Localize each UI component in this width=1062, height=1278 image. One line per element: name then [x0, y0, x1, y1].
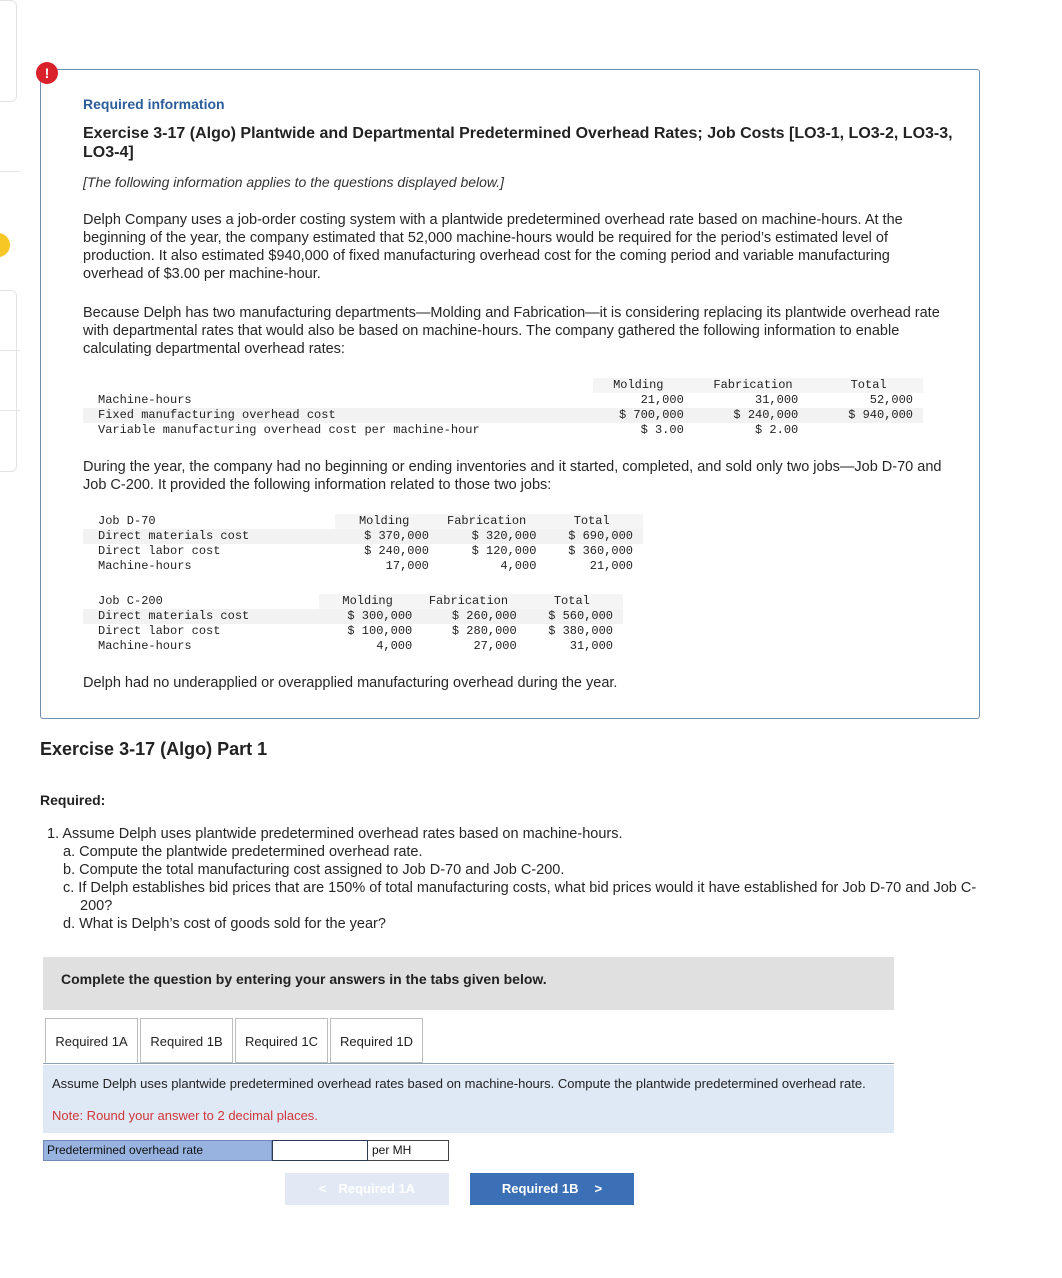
complete-question-bar — [43, 957, 894, 1010]
next-required-1b-button[interactable] — [470, 1173, 634, 1205]
tab-required-1c[interactable]: Required 1C — [235, 1018, 328, 1063]
overhead-rate-input[interactable] — [272, 1140, 368, 1161]
paragraph-departments: Because Delph has two manufacturing departments—Molding and Fabrication—it is considering replacing its plantwide overhead rate with departmental rates that would also be based on machine-hours. The company gathered the following information to enable calculating departmental overhead rates: — [83, 305, 940, 357]
required-info-heading: Required information — [83, 96, 225, 112]
required-label: Required: — [40, 792, 106, 808]
complete-question-text: Complete the question by entering your answers in the tabs given below. — [61, 971, 547, 987]
exercise-title: Exercise 3-17 (Algo) Plantwide and Departmental Predetermined Overhead Rates; Job Costs [LO3-1, LO3-2, LO3-3, LO3-4] — [83, 125, 953, 161]
rounding-note: Note: Round your answer to 2 decimal places. — [52, 1108, 318, 1123]
edge-fragment — [0, 290, 17, 472]
table-row: Direct labor cost $ 100,000 $ 280,000 $ 380,000 — [98, 624, 613, 638]
table-row: Fixed manufacturing overhead cost $ 700,000 $ 240,000 $ 940,000 — [83, 408, 923, 423]
applies-note: [The following information applies to the questions displayed below.] — [83, 174, 505, 190]
paragraph-overhead: Delph had no underapplied or overapplied manufacturing overhead during the year. — [83, 675, 618, 691]
table-row: Direct materials cost $ 300,000 $ 260,000 $ 560,000 — [83, 609, 623, 624]
alert-icon: ! — [36, 62, 58, 84]
prev-button-label: Required 1A — [338, 1181, 416, 1196]
question-1a: a. Compute the plantwide predetermined overhead rate. — [63, 844, 423, 860]
tab-divider — [43, 1063, 894, 1064]
part-title: Exercise 3-17 (Algo) Part 1 — [40, 739, 268, 759]
tab-required-1a[interactable]: Required 1A — [45, 1018, 138, 1063]
table-row: Machine-hours 21,000 31,000 52,000 — [98, 393, 913, 407]
dept-header-total: Total — [814, 378, 923, 393]
prev-required-1a-button[interactable] — [285, 1173, 449, 1205]
table-row: Machine-hours 17,000 4,000 21,000 — [98, 559, 633, 573]
department-table — [83, 378, 923, 438]
question-1c: c. If Delph establishes bid prices that are 150% of total manufacturing costs, what bid prices would it have established for Job D-70 and Job C-200? — [63, 880, 977, 914]
job-c200-table: Job C-200 Molding Fabrication Total Direct materials cost $ 300,000 $ 260,000 $ 560,000 Direct labor cost $ 100,000 $ 280,000 $ 380,000 Machine-hours 4,000 27,000 31,000 — [83, 594, 623, 654]
edge-divider — [0, 350, 20, 351]
paragraph-jobs: During the year, the company had no beginning or ending inventories and it started, completed, and sold only two jobs—Job D-70 and Job C-200. It provided the following information related to those two jobs: — [83, 459, 942, 493]
edge-divider — [0, 410, 20, 411]
edge-fragment — [0, 0, 17, 102]
tab-required-1b[interactable]: Required 1B — [140, 1018, 233, 1063]
next-button-label: Required 1B — [501, 1181, 579, 1196]
chevron-right-icon: > — [594, 1181, 603, 1196]
job-d70-title: Job D-70 — [98, 514, 156, 528]
table-row: Machine-hours 4,000 27,000 31,000 — [98, 639, 613, 653]
instruction-text: Assume Delph uses plantwide predetermined overhead rates based on machine-hours. Compute the plantwide predetermined overhead rate. — [52, 1076, 866, 1091]
status-dot — [0, 233, 10, 257]
job-d70-table: Job D-70 Molding Fabrication Total Direct materials cost $ 370,000 $ 320,000 $ 690,000 Direct labor cost $ 240,000 $ 120,000 $ 360,000 Machine-hours 17,000 4,000 21,000 — [83, 514, 643, 574]
edge-divider — [0, 171, 20, 172]
dept-header-fabrication: Fabrication — [692, 378, 814, 393]
tab-required-1d[interactable]: Required 1D — [330, 1018, 423, 1063]
table-row: Direct labor cost $ 240,000 $ 120,000 $ 360,000 — [98, 544, 633, 558]
dept-header-molding: Molding — [593, 378, 692, 393]
table-row: Variable manufacturing overhead cost per machine-hour $ 3.00 $ 2.00 — [98, 423, 799, 437]
instruction-box — [43, 1065, 894, 1133]
chevron-left-icon: < — [318, 1181, 327, 1196]
paragraph-intro: Delph Company uses a job-order costing system with a plantwide predetermined overhead rate based on machine-hours. At the beginning of the year, the company estimated that 52,000 machine-hours would be required for the period’s estimated level of production. It also estimated $940,000 of fixed manufacturing overhead cost for the coming period and variable manufacturing overhead of $3.00 per machine-hour. — [83, 212, 903, 282]
table-row: Direct materials cost $ 370,000 $ 320,000 $ 690,000 — [83, 529, 643, 544]
overhead-rate-unit: per MH — [368, 1140, 449, 1161]
job-c200-title: Job C-200 — [98, 594, 163, 608]
question-1b: b. Compute the total manufacturing cost assigned to Job D-70 and Job C-200. — [63, 862, 565, 878]
question-1d: d. What is Delph’s cost of goods sold for the year? — [63, 916, 386, 932]
overhead-rate-label: Predetermined overhead rate — [43, 1140, 272, 1161]
question-1: 1. Assume Delph uses plantwide predetermined overhead rates based on machine-hours. — [47, 826, 623, 842]
